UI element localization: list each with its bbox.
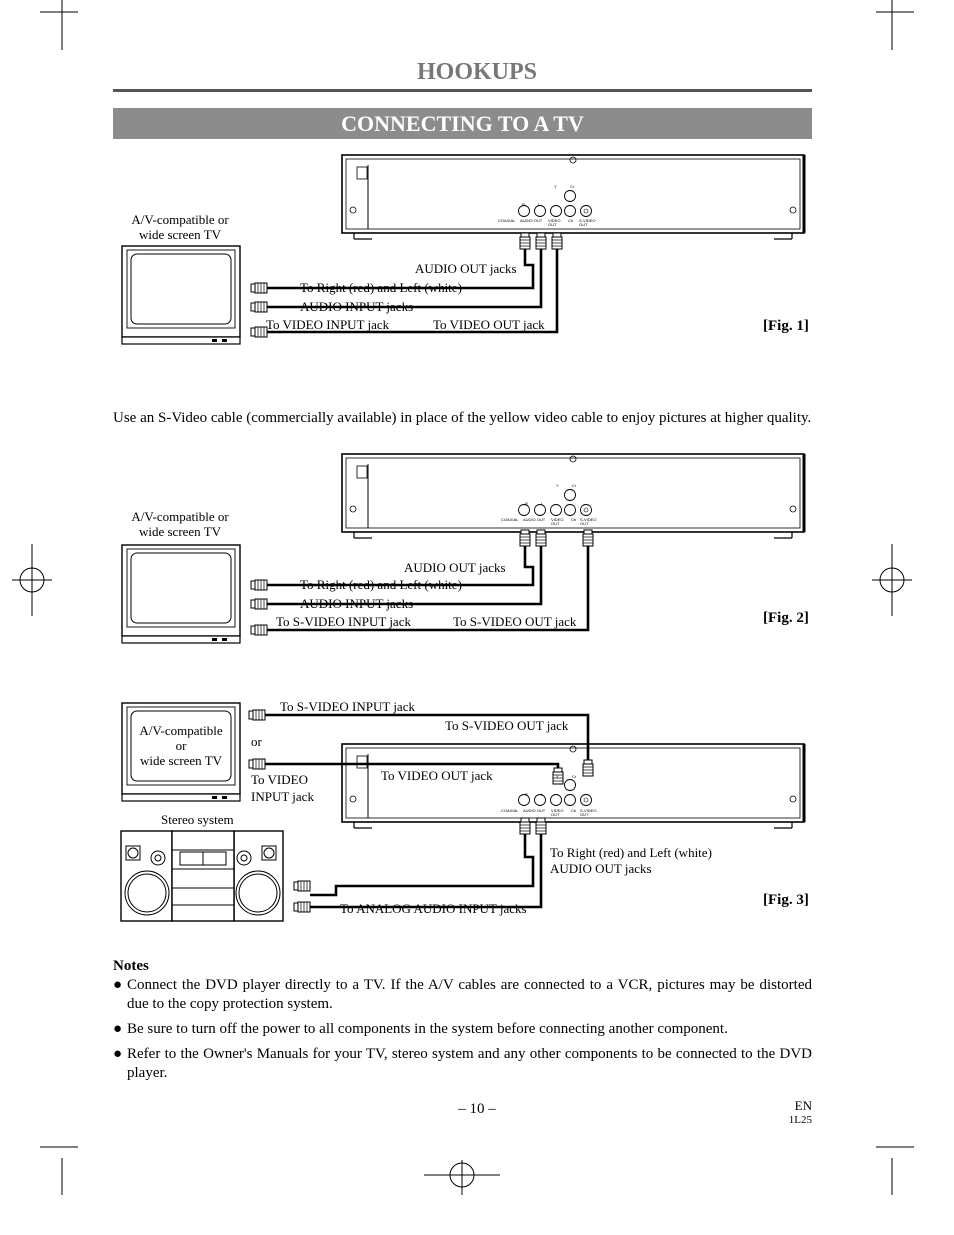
panel-label-audio-out: AUDIO OUT (523, 517, 546, 522)
fig1-audio-out-label: AUDIO OUT jacks (415, 261, 517, 276)
panel-label-cb: Cb (571, 517, 577, 522)
notes-heading: Notes (113, 958, 149, 974)
fig2-svideo-out-label: To S-VIDEO OUT jack (453, 614, 577, 629)
fig3-video-input-label: To VIDEO INPUT jack (251, 772, 314, 804)
note-text: Be sure to turn off the power to all components in the system before connecting another component. (127, 1021, 728, 1037)
language-code: EN (794, 1098, 812, 1113)
panel-label-svideo-out: S-VIDEO OUT (580, 808, 597, 817)
panel-label-coaxial: COAXIAL (498, 218, 516, 223)
fig1-video-input-label: To VIDEO INPUT jack (266, 317, 390, 332)
bullet-icon: ● (113, 977, 123, 993)
page-number: – 10 – (458, 1101, 496, 1117)
fig3-tv-label: A/V-compatible or wide screen TV (139, 723, 223, 768)
fig1-artwork (122, 155, 804, 344)
panel-label-audio-out: AUDIO OUT (520, 218, 543, 223)
fig2-svideo-input-label: To S-VIDEO INPUT jack (276, 614, 411, 629)
note-item (113, 1020, 812, 1039)
fig3-analog-input-label: To ANALOG AUDIO INPUT jacks (340, 901, 527, 916)
bullet-icon: ● (113, 1021, 123, 1037)
fig3-right-left-label: To Right (red) and Left (white) (550, 845, 712, 860)
panel-label-cr: Cr (572, 774, 577, 779)
panel-label-l: L (538, 202, 541, 207)
panel-label-y: Y (554, 184, 557, 189)
fig3-svideo-out-label: To S-VIDEO OUT jack (445, 718, 569, 733)
svideo-paragraph: Use an S-Video cable (commercially available) in place of the yellow video cable to enjoy pictures at higher quality. (113, 410, 812, 426)
fig1-audio-input-label: AUDIO INPUT jacks (300, 299, 414, 314)
panel-label-r: R (525, 792, 528, 797)
panel-label-r: R (525, 501, 528, 506)
panel-label-l: L (541, 501, 544, 506)
fig1-tag: [Fig. 1] (763, 318, 809, 334)
bullet-icon: ● (113, 1046, 123, 1062)
fig2-right-left-label: To Right (red) and Left (white) (300, 577, 462, 592)
fig2-tv-label: A/V-compatible or wide screen TV (131, 509, 229, 539)
panel-label-y: Y (556, 774, 559, 779)
fig3-audio-out-label: AUDIO OUT jacks (550, 861, 652, 876)
document-code: 1L25 (788, 1114, 812, 1126)
panel-label-video-out: VIDEO OUT (551, 808, 564, 817)
panel-label-audio-out: AUDIO OUT (523, 808, 546, 813)
panel-label-cb: Cb (568, 218, 574, 223)
fig2-audio-input-label: AUDIO INPUT jacks (300, 596, 414, 611)
title-rule (113, 89, 812, 92)
panel-label-cb: Cb (571, 808, 577, 813)
section-banner: CONNECTING TO A TV (113, 108, 812, 139)
fig3-svideo-input-label: To S-VIDEO INPUT jack (280, 699, 415, 714)
panel-label-cr: Cr (570, 184, 575, 189)
panel-label-r: R (522, 202, 525, 207)
panel-label-l: L (541, 792, 544, 797)
panel-label-svideo-out: S-VIDEO OUT (579, 218, 596, 227)
fig2-audio-out-label: AUDIO OUT jacks (404, 560, 506, 575)
fig2-tag: [Fig. 2] (763, 610, 809, 626)
panel-label-video-out: VIDEO OUT (548, 218, 561, 227)
panel-label-svideo-out: S-VIDEO OUT (580, 517, 597, 526)
fig1-right-left-label: To Right (red) and Left (white) (300, 280, 462, 295)
note-text: Connect the DVD player directly to a TV. If the A/V cables are connected to a VCR, pictures may be distorted due to the copy protection system. (127, 977, 812, 1012)
fig3-video-out-label: To VIDEO OUT jack (381, 768, 493, 783)
note-text: Refer to the Owner's Manuals for your TV, stereo system and any other components to be connected to the DVD player. (127, 1046, 812, 1081)
fig1-video-out-label: To VIDEO OUT jack (433, 317, 545, 332)
fig1-tv-label: A/V-compatible or wide screen TV (131, 212, 229, 242)
fig3-tag: [Fig. 3] (763, 892, 809, 908)
page-title: HOOKUPS (416, 59, 537, 85)
panel-label-y: Y (556, 483, 559, 488)
panel-label-coaxial: COAXIAL (501, 808, 519, 813)
panel-label-video-out: VIDEO OUT (551, 517, 564, 526)
fig3-stereo-label: Stereo system (161, 812, 234, 827)
panel-label-coaxial: COAXIAL (501, 517, 519, 522)
note-item (113, 976, 812, 1014)
note-item (113, 1045, 812, 1083)
panel-label-cr: Cr (572, 483, 577, 488)
fig3-or-label: or (251, 734, 262, 749)
